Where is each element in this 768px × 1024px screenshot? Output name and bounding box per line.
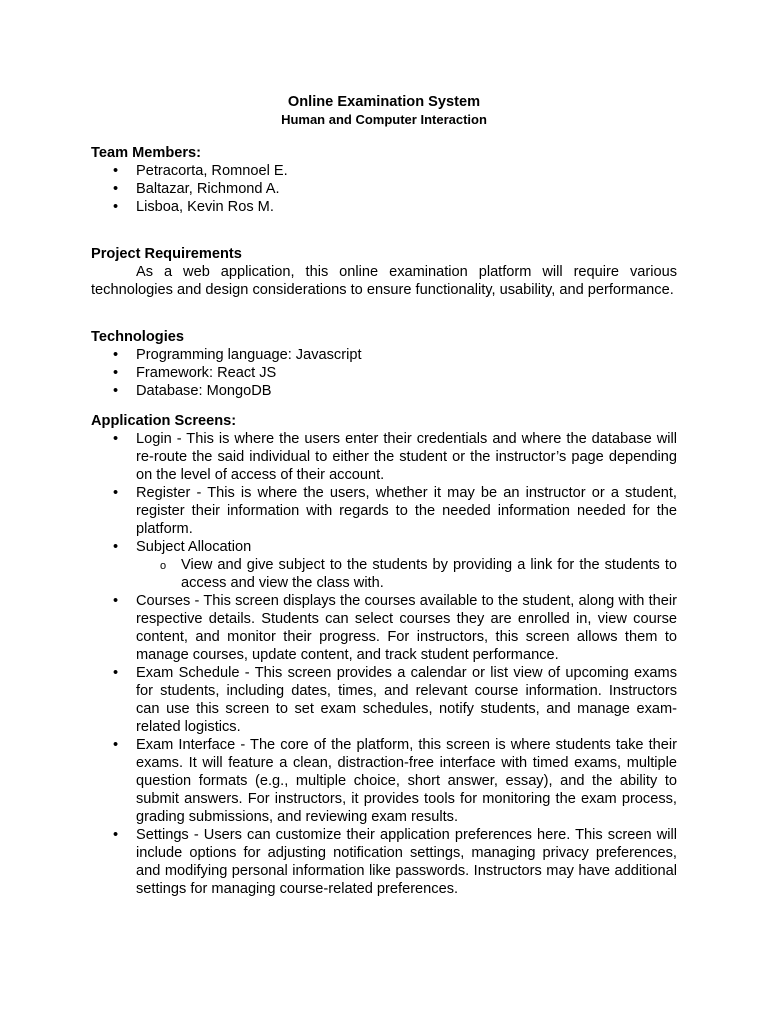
screen-item-exam-interface: • Exam Interface - The core of the platform, this screen is where students take their exams. It will feature a clean, distraction-free interface with timed exams, multiple question formats (e.g., multiple choice, short answer, essay), and the ability to submit answers. For instructors, it provides tools for monitoring the exam process, grading submissions, and reviewing exam results. <box>91 736 677 826</box>
team-member: • Lisboa, Kevin Ros M. <box>91 198 677 216</box>
requirements-heading: Project Requirements <box>91 246 242 262</box>
screens-heading: Application Screens: <box>91 413 237 429</box>
subject-allocation-subitem: o View and give subject to the students by providing a link for the students to access and view the class with. <box>136 556 677 592</box>
screen-item-login: • Login - This is where the users enter their credentials and where the database will re-route the said individual to either the student or the instructor’s page depending on the level of access of their account. <box>91 430 677 484</box>
document-subtitle: Human and Computer Interaction <box>281 112 487 127</box>
screen-item-settings: • Settings - Users can customize their application preferences here. This screen will include options for adjusting notification settings, managing privacy preferences, and modifying personal information like passwords. Instructors may have additional settings for managing course-related preferences. <box>91 826 677 898</box>
technologies-list <box>91 346 677 400</box>
technologies-heading: Technologies <box>91 329 184 345</box>
requirements-text: As a web application, this online examination platform will require various technologies and design considerations to ensure functionality, usability, and performance. <box>91 264 677 298</box>
team-heading: Team Members: <box>91 145 202 161</box>
document-page <box>91 93 677 898</box>
technology-item: • Programming language: Javascript <box>91 346 677 364</box>
subject-allocation-sublist <box>136 556 677 592</box>
screen-item-label: Subject Allocation <box>136 539 252 555</box>
technology-item: • Framework: React JS <box>91 364 677 382</box>
screen-item-register: • Register - This is where the users, whether it may be an instructor or a student, register their information with regards to the needed information needed for the platform. <box>91 484 677 538</box>
document-title: Online Examination System <box>287 94 481 110</box>
screen-item-courses: • Courses - This screen displays the courses available to the student, along with their respective details. Students can select courses they are enrolled in, view course content, and monitor their progress. For instructors, this screen allows them to manage courses, update content, and track student performance. <box>91 592 677 664</box>
team-member: • Baltazar, Richmond A. <box>91 180 677 198</box>
team-list <box>91 162 677 216</box>
screen-item-exam-schedule: • Exam Schedule - This screen provides a calendar or list view of upcoming exams for students, including dates, times, and relevant course information. Instructors can use this screen to set exam schedules, notify students, and manage exam-related logistics. <box>91 664 677 736</box>
technology-item: • Database: MongoDB <box>91 382 677 400</box>
screens-list <box>91 430 677 898</box>
team-member: • Petracorta, Romnoel E. <box>91 162 677 180</box>
screen-item-subject-allocation <box>91 538 677 592</box>
